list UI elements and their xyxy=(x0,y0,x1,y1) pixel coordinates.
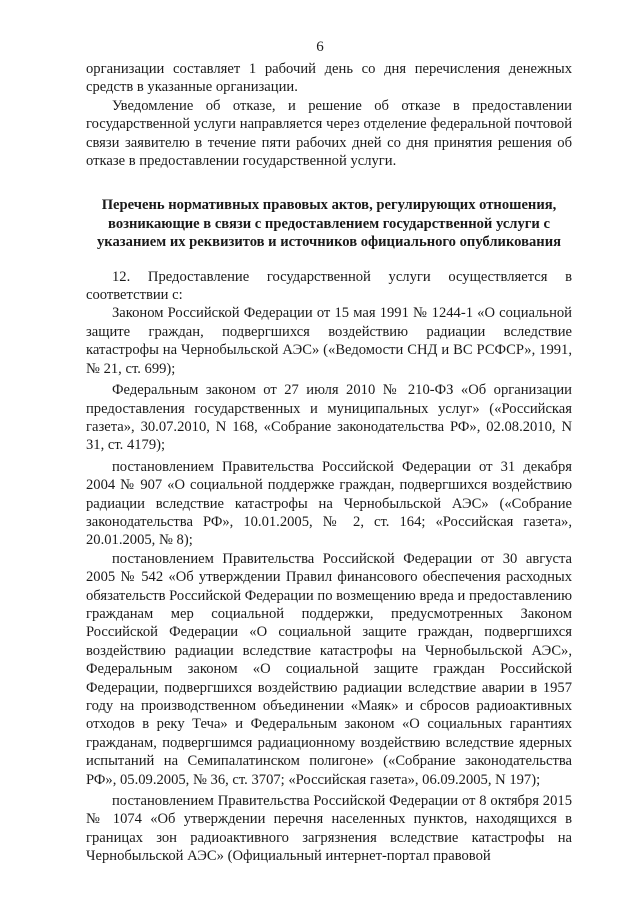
paragraph-law-1244-1: Законом Российской Федерации от 15 мая 1991 № 1244-1 «О социальной защите граждан, подвергшихся воздействию радиации вследствие катастрофы на Чернобыльской АЭС» («Ведомости СНД и ВС РСФСР», 1991, № 21, ст. 699); xyxy=(86,305,572,377)
section-heading: Перечень нормативных правовых актов, регулирующих отношения, возникающие в связи с предоставлением государственной услуги с указанием их реквизитов и источников официального опубликования xyxy=(97,197,561,251)
paragraph-refusal-notice: Уведомление об отказе, и решение об отказе в предоставлении государственной услуги направляется через отделение федеральной почтовой связи заявителю в течение пяти рабочих дней со дня принятия решения об отказе в предоставлении государственной услуги. xyxy=(86,97,572,170)
paragraph-decree-542: постановлением Правительства Российской Федерации от 30 августа 2005 № 542 «Об утверждении Правил финансового обеспечения расходных обязательств Российской Федерации по возмещению вреда и предоставлению гражданам мер социальной поддержки, предусмотренных Законом Российской Федерации «О социальной защите граждан, подвергшихся воздействию радиации вследствие катастрофы на Чернобыльской АЭС», Федеральным законом «О социальной защите граждан Российской Федерации, подвергшихся воздействию радиации вследствие аварии в 1957 году на производственном объединении «Маяк» и сбросов радиоактивных отходов в реку Теча» и Федеральным законом «О социальных гарантиях гражданам, подвергшимся радиационному воздействию вследствие ядерных испытаний на Семипалатинском полигоне» («Собрание законодательства РФ», 05.09.2005, № 36, ст. 3707; «Российская газета», 06.09.2005, N 197); xyxy=(86,550,572,788)
paragraph-continuation: организации составляет 1 рабочий день со дня перечисления денежных средств в указанные организации. xyxy=(86,61,572,96)
paragraph-law-210-fz: Федеральным законом от 27 июля 2010 № 210-ФЗ «Об организации предоставления государственных и муниципальных услуг» («Российская газета», 30.07.2010, N 168, «Собрание законодательства РФ», 02.08.2010, N 31, ст. 4179); xyxy=(86,382,572,454)
paragraph-item-12: 12. Предоставление государственной услуги осуществляется в соответствии с: xyxy=(86,268,572,304)
paragraph-decree-907: постановлением Правительства Российской Федерации от 31 декабря 2004 № 907 «О социальной поддержке граждан, подвергшихся воздействию радиации вследствие катастрофы на Чернобыльской АЭС» («Собрание законодательства РФ», 10.01.2005, № 2, ст. 164; «Российская газета», 20.01.2005, № 8); xyxy=(86,458,572,549)
page-number: 6 xyxy=(316,39,324,55)
document-body xyxy=(86,60,572,866)
paragraph-decree-1074: постановлением Правительства Российской Федерации от 8 октября 2015 № 1074 «Об утверждении перечня населенных пунктов, находящихся в границах зон радиоактивного загрязнения вследствие катастрофы на Чернобыльской АЭС» (Официальный интернет-портал правовой xyxy=(86,793,572,865)
